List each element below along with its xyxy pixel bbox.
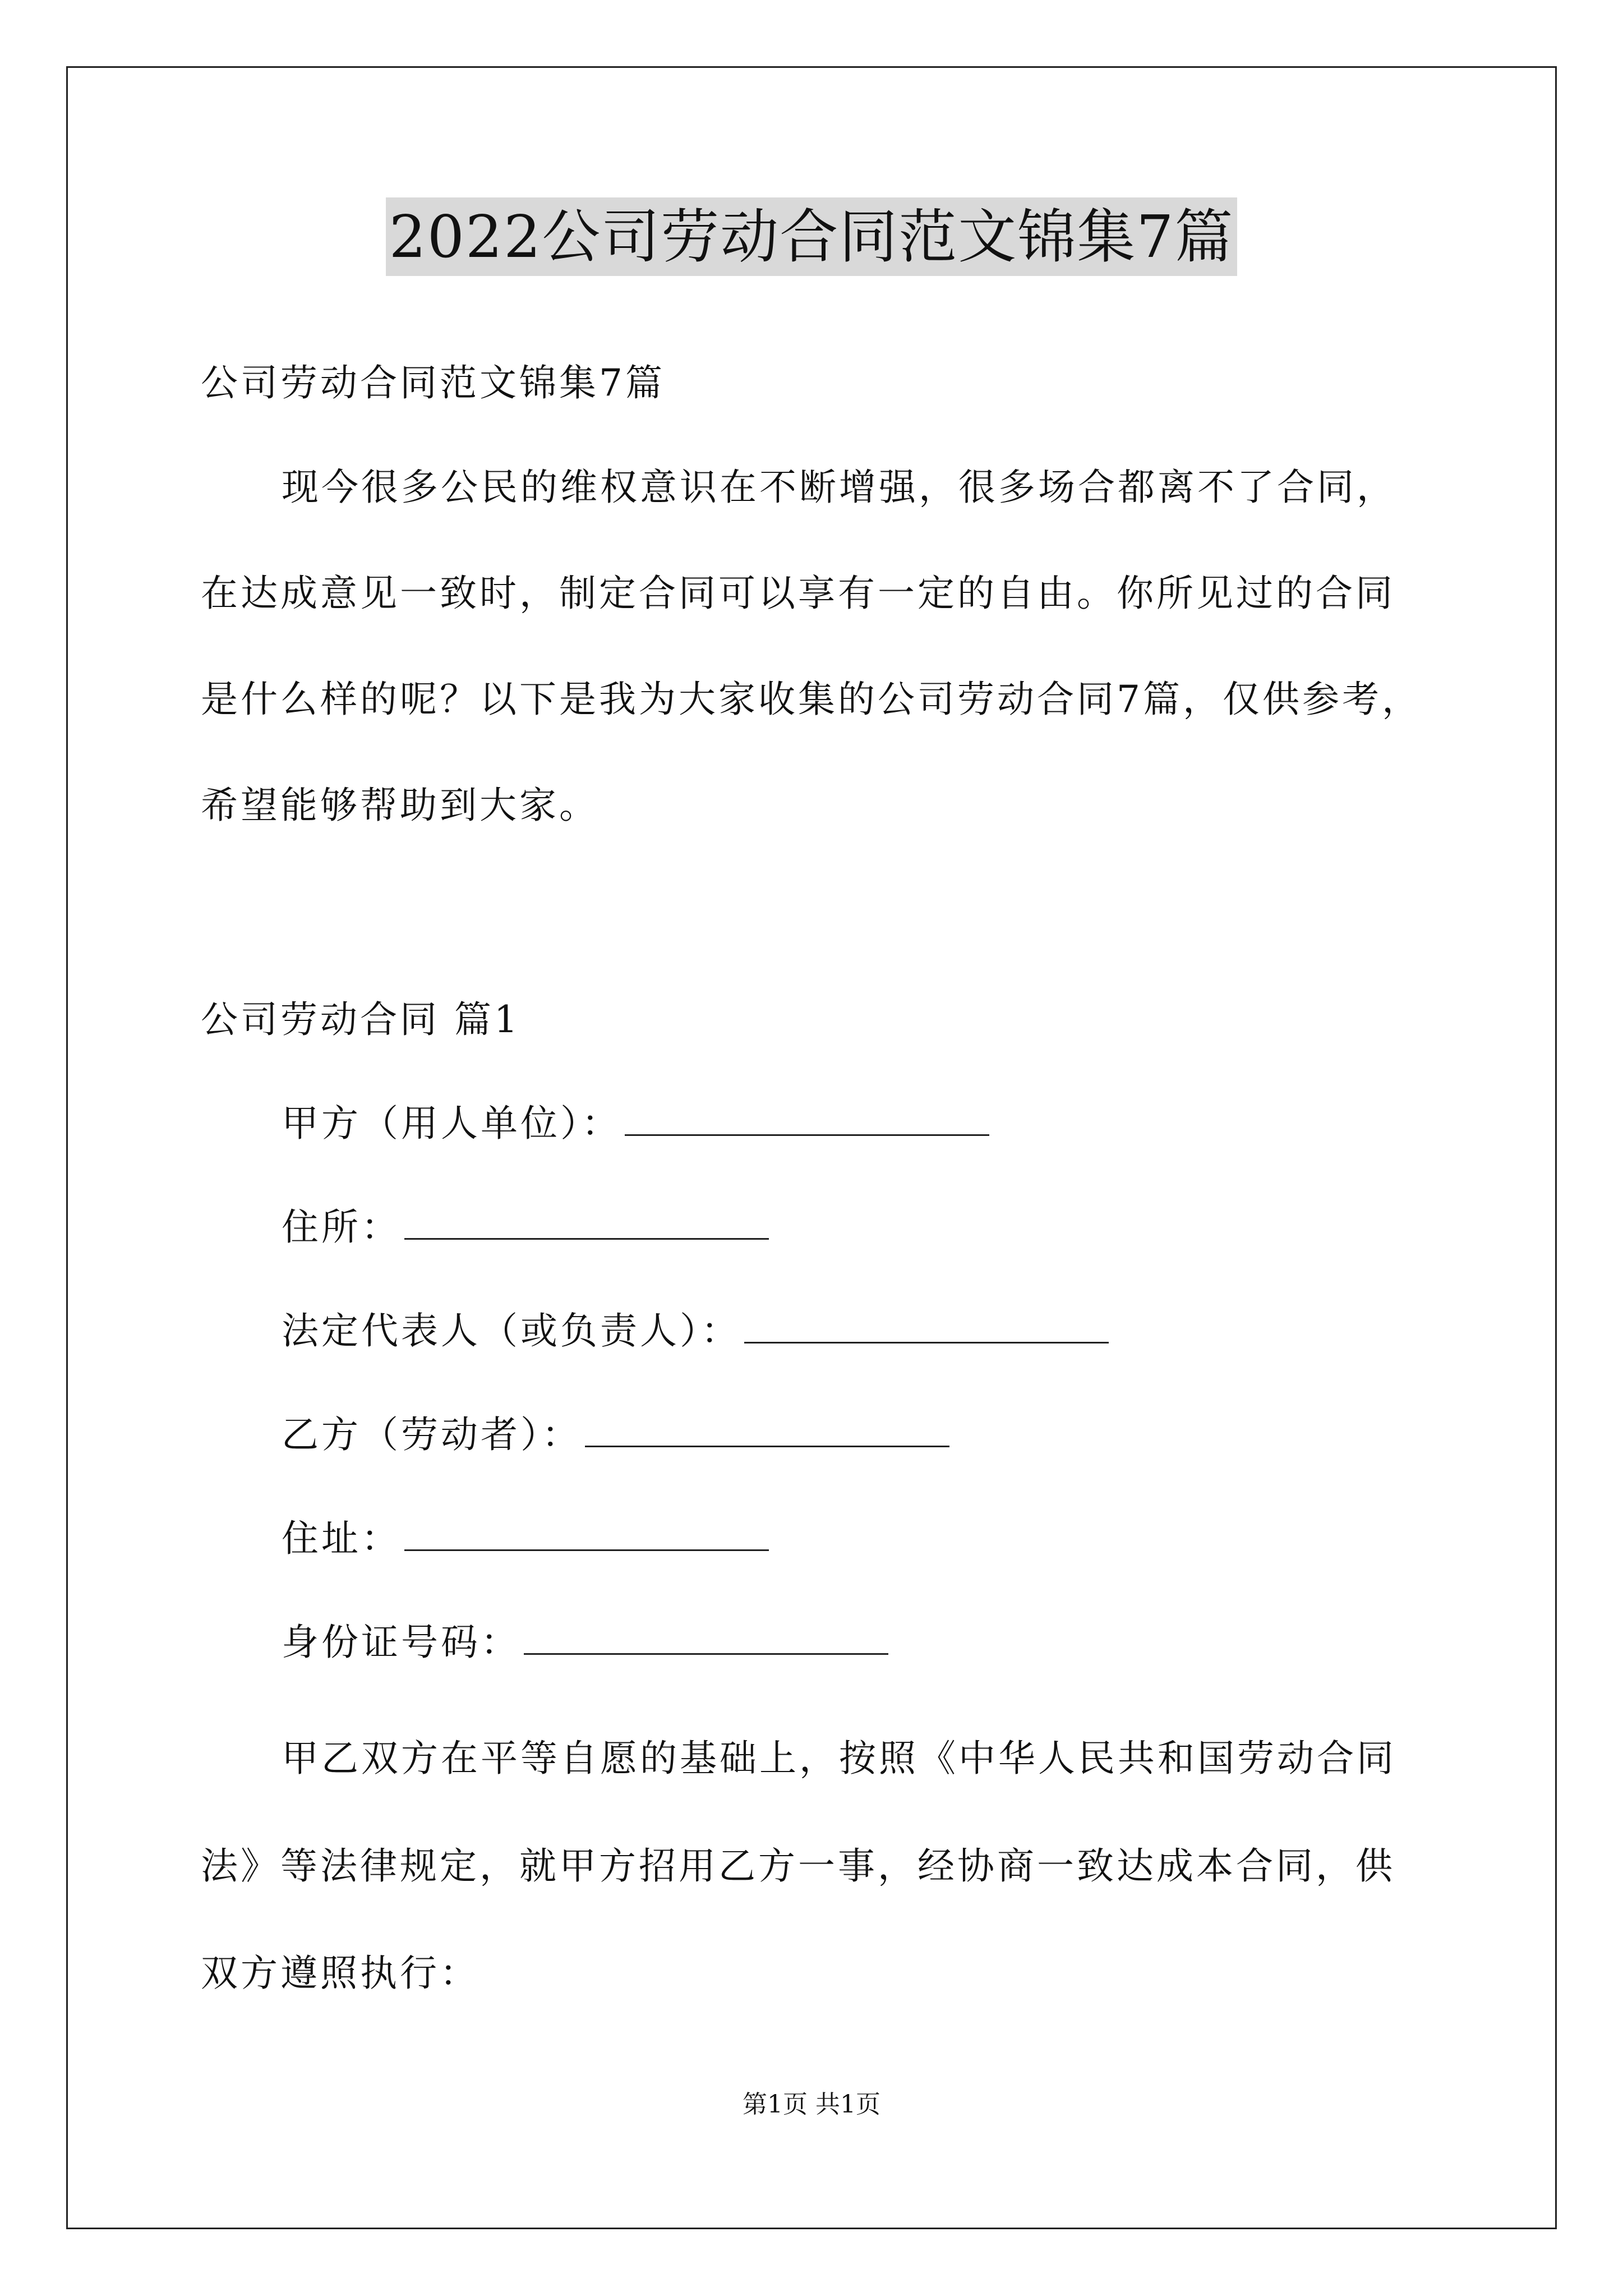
- field-employer-address: [282, 1202, 769, 1253]
- agreement-line-2: 法》等法律规定，就甲方招用乙方一事，经协商一致达成本合同，供: [201, 1844, 1395, 1888]
- page-footer: 第1页 共1页: [743, 2090, 880, 2119]
- intro-line-2: 在达成意见一致时，制定合同可以享有一定的自由。你所见过的合同: [201, 572, 1395, 615]
- section-heading: 公司劳动合同 篇1: [201, 998, 520, 1041]
- field-label: 身份证号码：: [282, 1621, 520, 1664]
- fill-in-blank: [585, 1411, 949, 1447]
- fill-in-blank: [744, 1307, 1109, 1343]
- field-label: 乙方（劳动者）：: [282, 1413, 582, 1456]
- intro-line-1: 现今很多公民的维权意识在不断增强，很多场合都离不了合同，: [282, 466, 1396, 509]
- fill-in-blank: [404, 1515, 769, 1551]
- title-container: [0, 197, 1623, 276]
- field-label: 住所：: [282, 1205, 401, 1249]
- document-title: 2022公司劳动合同范文锦集7篇: [386, 197, 1238, 276]
- field-label: 住址：: [282, 1517, 401, 1560]
- field-id-number: [282, 1617, 888, 1668]
- agreement-line-1: 甲乙双方在平等自愿的基础上，按照《中华人民共和国劳动合同: [282, 1737, 1396, 1780]
- field-employee-address: [282, 1513, 769, 1564]
- field-employer: [282, 1098, 989, 1149]
- fill-in-blank: [625, 1099, 989, 1136]
- field-label: 法定代表人（或负责人）：: [282, 1309, 741, 1352]
- field-employee: [282, 1410, 949, 1460]
- agreement-line-3: 双方遵照执行：: [201, 1952, 479, 1995]
- field-label: 甲方（用人单位）：: [282, 1102, 621, 1145]
- document-subtitle: 公司劳动合同范文锦集7篇: [201, 361, 665, 404]
- fill-in-blank: [404, 1203, 769, 1240]
- intro-line-3: 是什么样的呢？以下是我为大家收集的公司劳动合同7篇，仅供参考，: [201, 678, 1422, 721]
- fill-in-blank: [524, 1618, 888, 1655]
- intro-line-4: 希望能够帮助到大家。: [201, 784, 599, 827]
- field-legal-representative: [282, 1306, 1109, 1356]
